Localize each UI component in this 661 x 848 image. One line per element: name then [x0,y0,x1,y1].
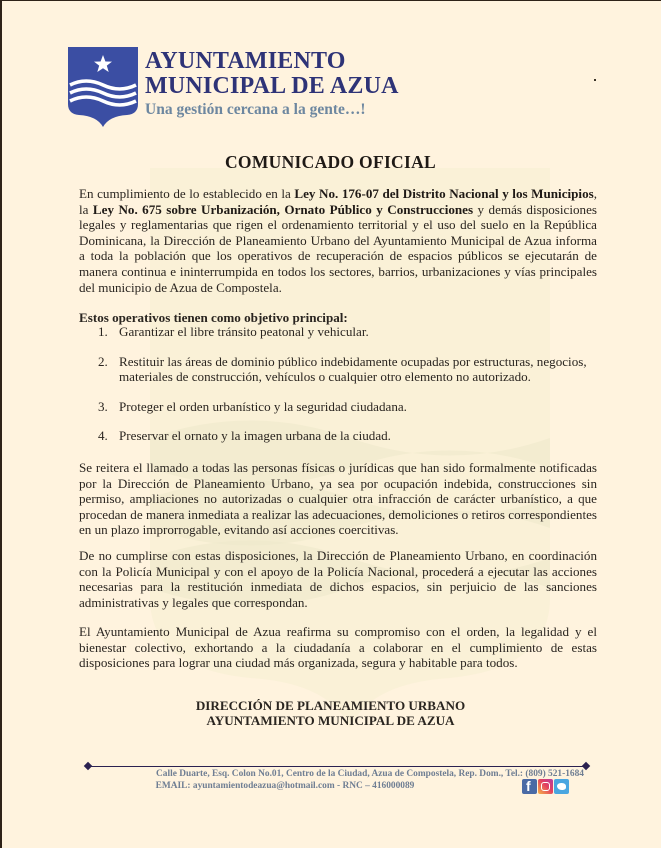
objectives-list [79,324,597,458]
footer-address: Calle Duarte, Esq. Colon No.01, Centro de la Ciudad, Azua de Compostela, Rep. Dom., Tel.: (809) 521-1684 [156,769,584,779]
intro-text: , la [79,186,597,217]
item-number: 4. [98,428,108,444]
objective-item [79,399,597,415]
letterhead [67,46,467,132]
item-number: 2. [98,353,108,369]
footer-divider [88,766,586,767]
item-text: Preservar el ornato y la imagen urbana de la ciudad. [119,428,391,444]
objectives-heading: Estos operativos tienen como objetivo principal: [79,310,348,325]
item-number: 3. [98,398,108,414]
facebook-icon[interactable] [522,779,537,794]
organization-name [145,49,399,99]
divider-end-diamond-icon [84,762,92,770]
page-edge-top [0,0,661,1]
stray-mark [594,79,596,81]
tagline: Una gestión cercana a la gente…! [145,101,366,118]
item-text: Proteger el orden urbanístico y la seguridad ciudadana. [119,398,407,414]
organization-name-line1: AYUNTAMIENTO [145,48,346,74]
intro-text: En cumplimiento de lo establecido en la [79,186,295,201]
signature-line2: AYUNTAMIENTO MUNICIPAL DE AZUA [206,713,455,729]
instagram-icon[interactable] [538,779,553,794]
enforcement-paragraph: De no cumplirse con estas disposiciones, la Dirección de Planeamiento Urbano, en coordinación con la Policía Municipal y con el apoyo de la Policía Nacional, procederá a ejecutar las acciones necesarias para la restitución inmediata de dichos espacios, sin perjuicio de las sanciones administrativas y legales que correspondan. [79,548,597,610]
item-text: Garantizar el libre tránsito peatonal y vehicular. [119,324,369,339]
objective-item [79,428,597,444]
law-reference-675: Ley No. 675 sobre Urbanización, Ornato Público y Construcciones [92,201,474,217]
twitter-icon[interactable] [554,779,569,794]
objective-item [79,354,597,385]
item-text: Restituir las áreas de dominio público indebidamente ocupadas por estructuras, negocios, materiales de construcción, vehículos o cualquier otro elemento no autorizado. [119,353,587,385]
document-title: COMUNICADO OFICIAL [224,152,437,172]
social-icons [522,779,569,795]
municipal-shield-logo-icon [67,46,139,128]
signature-line1: DIRECCIÓN DE PLANEAMIENTO URBANO [195,698,466,713]
organization-name-line2: MUNICIPAL DE AZUA [145,73,399,99]
notice-paragraph: Se reitera el llamado a todas las personas físicas o jurídicas que han sido formalmente notificadas por la Dirección de Planeamiento Urbano, ya sea por ocupación indebida, construcciones sin permiso, ampliaciones no autorizadas o cualquier otra infracción de carácter urbanístico, a que procedan de manera inmediata a realizar las adecuaciones, demoliciones o retiros correspondientes en un plazo improrrogable, evitando así acciones coercitivas. [79,460,597,538]
objective-item [79,324,597,340]
law-reference-176-07: Ley No. 176-07 del Distrito Nacional y los Municipios [294,186,594,201]
item-number: 1. [98,324,108,339]
commitment-paragraph: El Ayuntamiento Municipal de Azua reafirma su compromiso con el orden, la legalidad y el bienestar colectivo, exhortando a la ciudadanía a colaborar en el cumplimiento de estas disposiciones para lograr una ciudad más organizada, segura y habitable para todos. [79,624,597,671]
signature-block [0,698,661,729]
footer-contact: EMAIL: ayuntamientodeazua@hotmail.com - RNC – 416000089 [155,781,415,791]
intro-text: y demás disposiciones legales y reglamentarias que rigen el ordenamiento territorial y el uso del suelo en la República Dominicana, la Dirección de Planeamiento Urbano del Ayuntamiento Municipal de Azua informa a toda la población que los operativos de recuperación de espacios públicos se ejecutarán de manera continua e ininterrumpida en todos los sectores, barrios, urbanizaciones y vías principales del municipio de Azua de Compostela. [79,201,597,295]
intro-paragraph [79,186,597,295]
